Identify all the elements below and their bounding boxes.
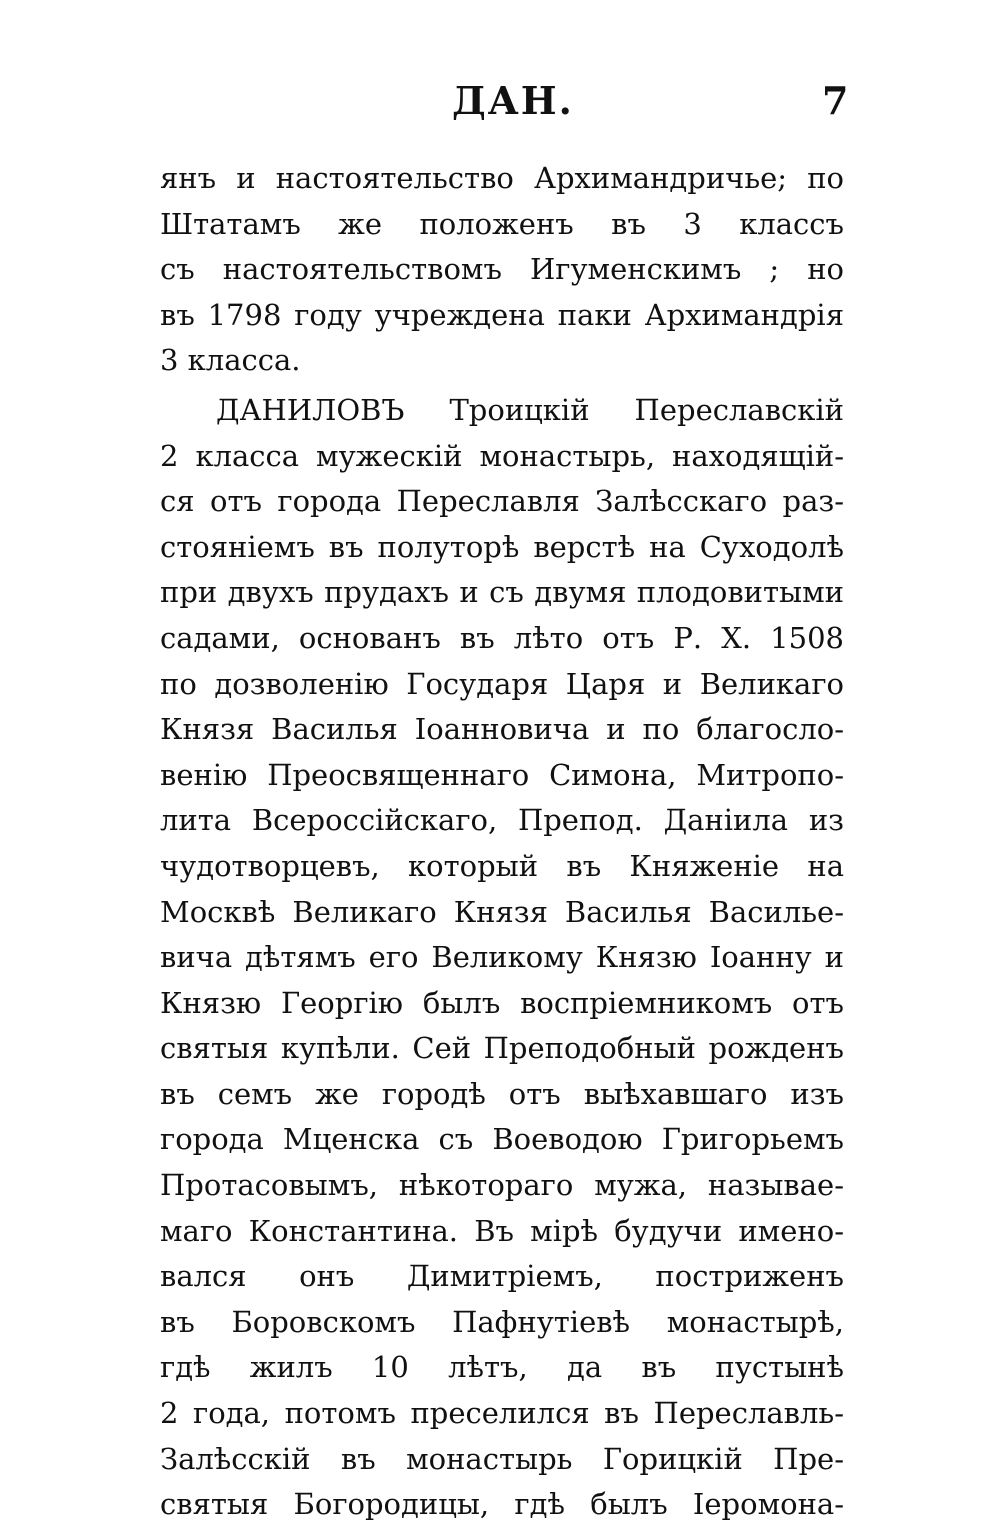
text-line: въ семъ же городѣ отъ выѣхавшаго изъ (160, 1076, 844, 1111)
text-line: ся отъ города Переславля Залѣсскаго раз- (160, 484, 844, 519)
text-line: янъ и настоятельство Архимандричье; по (160, 161, 844, 195)
text-line: 2 года, потомъ преселился въ Переславль- (160, 1396, 844, 1431)
text-line: 3 класса. (160, 343, 301, 378)
text-line: Москвѣ Великаго Князя Василья Василье- (160, 894, 844, 929)
text-line: святыя Богородицы, гдѣ былъ Іеромона- (160, 1487, 844, 1522)
text-line: Князя Василья Іоанновича и по благосло- (160, 712, 844, 747)
text-line: при двухъ прудахъ и съ двумя плодовитыми (160, 575, 844, 610)
text-line: Протасовымъ, нѣкотораго мужа, называе- (160, 1168, 844, 1203)
running-head (0, 78, 1000, 128)
text-line: стояніемъ въ полуторѣ верстѣ на Суходолѣ (160, 529, 844, 564)
text-line: ДАНИЛОВЪ Троицкій Переславскій (216, 392, 844, 427)
text-line: лита Всероссійскаго, Препод. Даніила из (160, 803, 844, 838)
running-head-title: ДАН. (452, 78, 574, 123)
text-line: венію Преосвященнаго Симона, Митропо- (160, 757, 844, 792)
text-line: Штатамъ же положенъ въ 3 классъ (160, 206, 844, 241)
text-line: Залѣсскій въ монастырь Горицкій Пре- (160, 1441, 844, 1476)
text-line: города Мценска съ Воеводою Григорьемъ (160, 1122, 844, 1157)
text-line: съ настоятельствомъ Игуменскимъ ; но (160, 252, 844, 287)
body-text (160, 156, 844, 1528)
text-line: гдѣ жилъ 10 лѣтъ, да въ пустынѣ (160, 1350, 844, 1385)
text-line: вался онъ Димитріемъ, постриженъ (160, 1259, 844, 1294)
text-line: Князю Георгію былъ воспріемникомъ отъ (160, 985, 844, 1020)
text-line: по дозволенію Государя Царя и Великаго (160, 666, 844, 701)
text-line: вича дѣтямъ его Великому Князю Іоанну и (160, 940, 844, 975)
text-line: въ Боровскомъ Пафнутіевѣ монастырѣ, (160, 1304, 844, 1339)
page-number: 7 (822, 78, 849, 123)
text-line: маго Константина. Въ мірѣ будучи имено- (160, 1213, 844, 1248)
text-line: чудотворцевъ, который въ Княженіе на (160, 848, 844, 883)
text-line: садами, основанъ въ лѣто отъ Р. Х. 1508 (160, 620, 844, 655)
text-line: въ 1798 году учреждена паки Архимандрія (160, 297, 844, 332)
text-line: святыя купѣли. Сей Преподобный рожденъ (160, 1031, 844, 1066)
text-line: 2 класса мужескій монастырь, находящій- (160, 438, 844, 473)
